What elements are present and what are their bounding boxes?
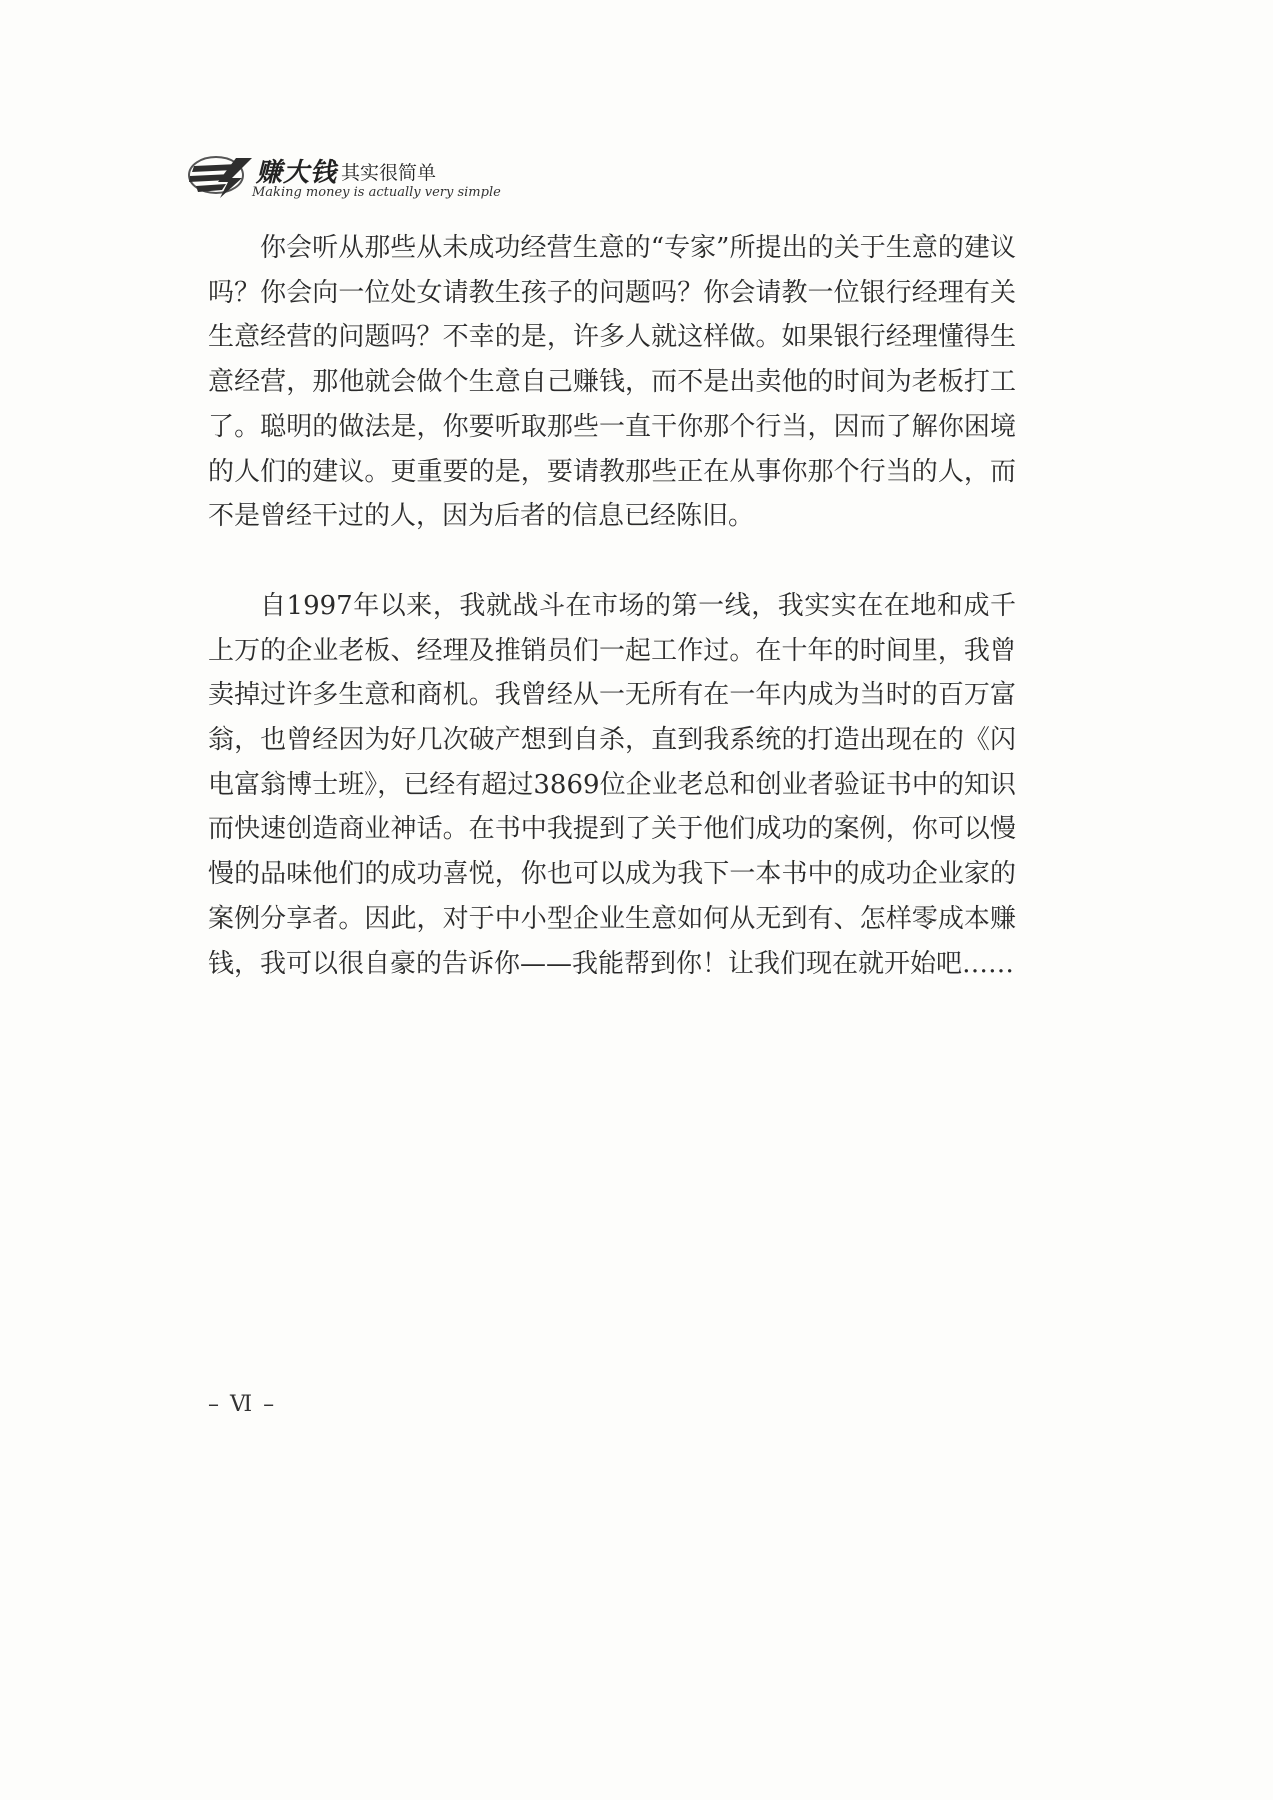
paragraph-2: 自1997年以来，我就战斗在市场的第一线，我实实在在地和成千上万的企业老板、经理及推销员们一起工作过。在十年的时间里，我曾卖掉过许多生意和商机。我曾经从一无所有在一年内成为当时的百万富翁，也曾经因为好几次破产想到自杀，直到我系统的打造出现在的《闪电富翁博士班》，已经有超过3869位企业老总和创业者验证书中的知识而快速创造商业神话。在书中我提到了关于他们成功的案例，你可以慢慢的品味他们的成功喜悦，你也可以成为我下一本书中的成功企业家的案例分享者。因此，对于中小型企业生意如何从无到有、怎样零成本赚钱，我可以很自豪的告诉你——我能帮到你！让我们现在就开始吧…… — [208, 590, 1016, 979]
running-header — [186, 150, 586, 210]
book-title: 赚大钱 — [256, 158, 338, 188]
book-subtitle: 其实很简单 — [341, 162, 437, 184]
paragraph-1: 你会听从那些从未成功经营生意的“专家”所提出的关于生意的建议吗？你会向一位处女请教生孩子的问题吗？你会请教一位银行经理有关生意经营的问题吗？不幸的是，许多人就这样做。如果银行经理懂得生意经营，那他就会做个生意自己赚钱，而不是出卖他的时间为老板打工了。聪明的做法是，你要听取那些一直干你那个行当，因而了解你困境的人们的建议。更重要的是，要请教那些正在从事你那个行当的人，而不是曾经干过的人，因为后者的信息已经陈旧。 — [208, 233, 1016, 532]
page-number: – Ⅵ – — [208, 1392, 277, 1417]
book-title-english: Making money is actually very simple — [252, 185, 501, 200]
body-text — [208, 226, 1016, 986]
lightning-logo-icon — [186, 152, 254, 198]
